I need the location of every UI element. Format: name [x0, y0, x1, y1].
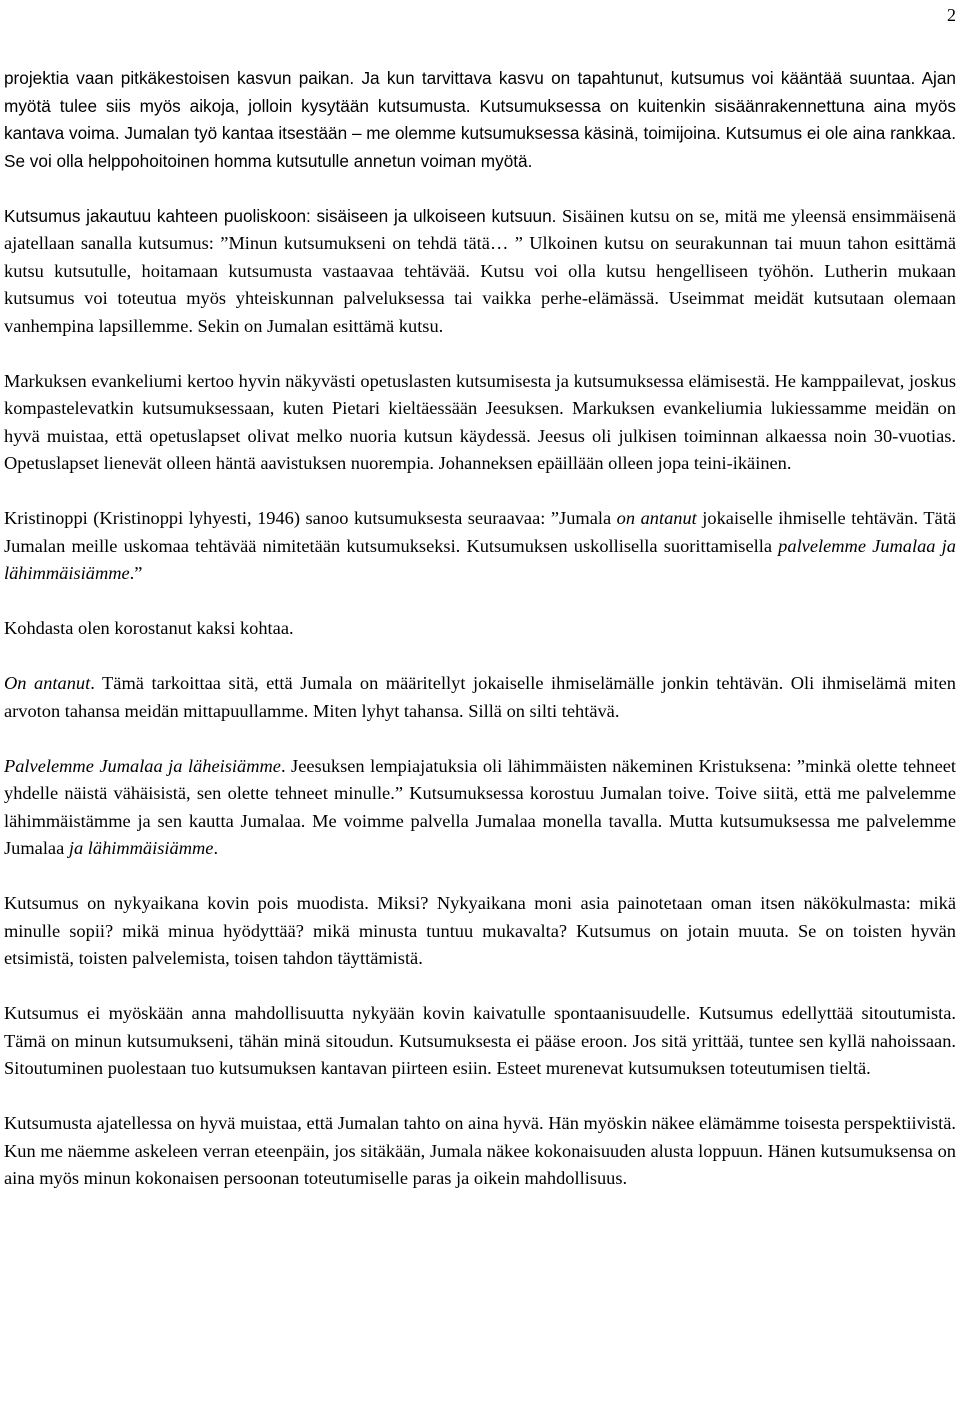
- paragraph-1: [4, 65, 956, 175]
- paragraph-4-emphasis-1: on antanut: [616, 508, 697, 528]
- paragraph-2: [4, 203, 956, 341]
- paragraph-4: [4, 505, 956, 588]
- paragraph-6: [4, 670, 956, 725]
- paragraph-1-sans-text-2: kuitenkin sisäänrakennettuna aina myös kantava voima. Jumalan työ kantaa itsestään – me olemme kutsumuksessa käsinä, toimijoina. Kutsumus ei ole aina rankkaa. Se voi olla helppohoitoinen homma kutsutulle annetun voiman myötä.: [4, 95, 956, 171]
- paragraph-10: Kutsumusta ajatellessa on hyvä muistaa, että Jumalan tahto on aina hyvä. Hän myöskin näkee elämämme toisesta perspektiivistä. Kun me näemme askeleen verran eteenpäin, jos sitäkään, Jumala näkee kokonaisuuden alusta loppuun. Hänen kutsumuksensa on aina myös minun kokonaisen persoonan toteutumiselle paras ja oikein mahdollisuus.: [4, 1113, 956, 1188]
- paragraph-7-emphasis-1: Palvelemme Jumalaa ja läheisiämme: [4, 755, 281, 776]
- paragraph-5: Kohdasta olen korostanut kaksi kohtaa.: [4, 618, 294, 638]
- document-body: [4, 65, 956, 1193]
- paragraph-7-text-2: .: [213, 838, 219, 858]
- paragraph-4-text-2: jokaiselle ihmiselle tehtävän. Tätä Jumalan meille uskomaa tehtävää nimitetään kutsumukseksi. Kutsumuksen uskollisella suorittamisella: [4, 508, 956, 556]
- paragraph-2-sans-text: Kutsumus jakautuu kahteen puoliskoon: sisäiseen ja ulkoiseen kutsuun.: [4, 205, 557, 226]
- page-number: 2: [947, 5, 956, 25]
- paragraph-3: Markuksen evankeliumi kertoo hyvin näkyvästi opetuslasten kutsumisesta ja kutsumuksessa elämisestä. He kamppailevat, joskus kompastelevatkin kutsumuksessaan, kuten Pietari kieltäessään Jeesuksen. Markuksen evankeliumia lukiessamme meidän on hyvä muistaa, että opetuslapset olivat melko nuoria kutsun käydessä. Jeesus oli julkisen toiminnan alkaessa noin 30-vuotias. Opetuslapset lienevät olleen häntä aavistuksen nuorempia. Johanneksen epäillään olleen jopa teini-ikäinen.: [4, 370, 956, 473]
- paragraph-7-text-1: . Jeesuksen lempiajatuksia oli lähimmäisten näkeminen Kristuksena: ”minkä olette tehneet yhdelle näistä vähäisistä, sen olette tehneet minulle.” Kutsumuksessa korostuu Jumalan toive. Toive siitä, että me palvelemme lähimmäistämme ja sen kautta Jumalaa. Me voimme palvella Jumalaa monella tavalla. Mutta kutsumuksessa me palvelemme Jumalaa: [4, 755, 956, 858]
- paragraph-2-text: Sisäinen kutsu on se, mitä me yleensä ensimmäisenä ajatellaan sanalla kutsumus: ”Minun kutsumukseni on tehdä tätä… ” Ulkoinen kutsu on seurakunnan tai muun tahon esittämä kutsu kutsutulle, hoitamaan kutsumusta vastaavaa tehtävää. Kutsu voi olla kutsu hengelliseen työhön. Lutherin mukaan kutsumus voi toteutua myös yhteiskunnan palveluksessa tai vaikka perhe-elämässä. Useimmat meidät kutsutaan olemaan vanhempina lapsillemme. Sekin on Jumalan esittämä kutsu.: [4, 205, 956, 336]
- paragraph-9: Kutsumus ei myöskään anna mahdollisuutta nykyään kovin kaivatulle spontaanisuudelle. Kutsumus edellyttää sitoutumista. Tämä on minun kutsumukseni, tähän minä sitoudun. Kutsumuksesta ei pääse eroon. Jos sitä yrittää, tuntee sen kyllä nahoissaan. Sitoutuminen puolestaan tuo kutsumuksen kantavan piirteen esiin. Esteet murenevat kutsumuksen toteutumisen tieltä.: [4, 1003, 956, 1078]
- paragraph-8: Kutsumus on nykyaikana kovin pois muodista. Miksi? Nykyaikana moni asia painotetaan oman itsen näkökulmasta: mikä minulle sopii? mikä minua hyödyttää? mikä minusta tuntuu mukavalta? Kutsumus on jotain muuta. Se on toisten hyvän etsimistä, toisten palvelemista, toisen tahdon täyttämistä.: [4, 893, 956, 968]
- paragraph-7: [4, 753, 956, 863]
- paragraph-4-text-3: .”: [129, 563, 143, 583]
- paragraph-6-emphasis: On antanut: [4, 673, 91, 693]
- paragraph-4-emphasis-2: palvelemme Jumalaa ja lähimmäisiämme: [4, 535, 956, 583]
- paragraph-6-text: . Tämä tarkoittaa sitä, että Jumala on määritellyt jokaiselle ihmiselämälle jonkin tehtävän. Oli ihmiselämä miten arvoton tahansa meidän mittapuullamme. Miten lyhyt tahansa. Sillä on silti tehtävä.: [4, 673, 956, 721]
- paragraph-1-sans-text: projektia vaan pitkäkestoisen kasvun paikan. Ja kun tarvittava kasvu on tapahtunut, kutsumus voi kääntää suuntaa. Ajan myötä tulee siis myös aikoja, jolloin kysytään kutsumusta. Kutsumuksessa on: [4, 68, 956, 116]
- paragraph-4-text-1: Kristinoppi (Kristinoppi lyhyesti, 1946) sanoo kutsumuksesta seuraavaa: ”Jumala: [4, 508, 617, 528]
- paragraph-7-emphasis-2: ja lähimmäisiämme: [68, 838, 214, 858]
